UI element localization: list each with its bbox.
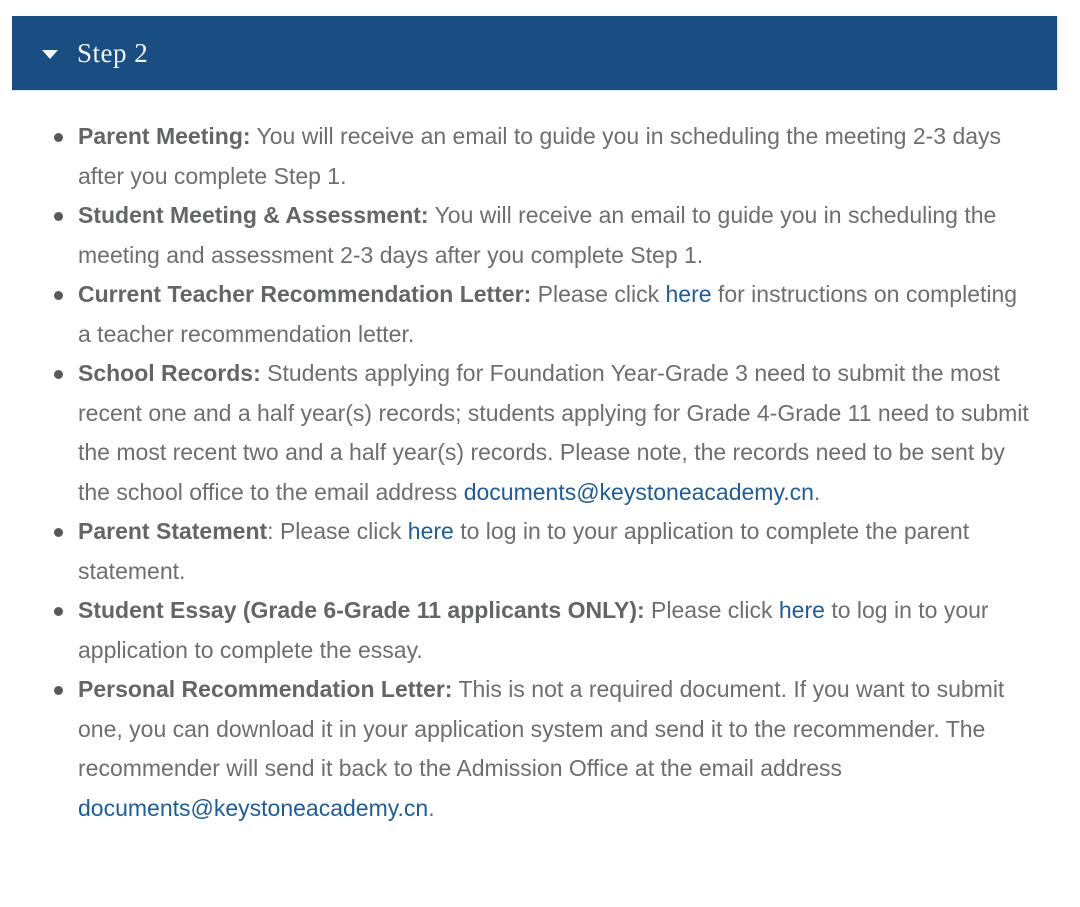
requirements-list <box>55 117 1032 828</box>
documents-email-link[interactable]: documents@keystoneacademy.cn <box>78 794 429 821</box>
list-item <box>55 275 1032 354</box>
list-item <box>55 196 1032 275</box>
item-label: Student Essay (Grade 6-Grade 11 applicants ONLY): <box>78 597 645 623</box>
item-text: to log in to your application to complete the essay. <box>78 597 989 663</box>
item-text: You will receive an email to guide you in scheduling the meeting and assessment 2-3 days after you complete Step 1. <box>78 202 997 268</box>
item-text: You will receive an email to guide you in scheduling the meeting 2-3 days after you complete Step 1. <box>78 123 1002 189</box>
item-text: . <box>813 478 821 505</box>
parent-statement-here-link[interactable]: here <box>407 518 454 544</box>
item-text: Please click <box>644 597 779 623</box>
item-label: Parent Meeting: <box>78 123 251 149</box>
list-item <box>55 354 1032 512</box>
item-label: Current Teacher Recommendation Letter: <box>78 281 532 307</box>
item-label: Student Meeting & Assessment: <box>78 202 429 228</box>
item-text: Please click <box>531 281 666 307</box>
item-label: School Records: <box>78 360 261 386</box>
item-text: to log in to your application to complete the parent statement. <box>78 518 970 584</box>
list-item <box>55 591 1032 670</box>
item-text: This is not a required document. If you want to submit one, you can download it in your application system and send it to the recommender. The recommender will send it back to the Admission Office at the email address <box>78 676 1005 781</box>
accordion-title: Step 2 <box>77 37 149 68</box>
item-label: Personal Recommendation Letter: <box>78 676 453 702</box>
triangle-down-icon <box>42 50 58 59</box>
list-item <box>55 512 1032 591</box>
teacher-recommendation-here-link[interactable]: here <box>665 281 712 307</box>
list-item <box>55 117 1032 196</box>
step-2-section <box>0 16 1080 907</box>
step-2-accordion-header[interactable] <box>12 16 1057 90</box>
item-text: for instructions on completing a teacher recommendation letter. <box>78 281 1018 347</box>
item-text: . <box>428 794 435 821</box>
student-essay-here-link[interactable]: here <box>778 597 825 623</box>
list-item <box>55 670 1032 828</box>
item-text: Students applying for Foundation Year-Grade 3 need to submit the most recent one and a half year(s) records; students applying for Grade 4-Grade 11 need to submit the most recent two and a half year(s) records. Please note, the records need to be sent by the school office to the email address <box>78 360 1029 505</box>
documents-email-link[interactable]: documents@keystoneacademy.cn <box>463 478 814 505</box>
item-label: Parent Statement <box>78 518 268 544</box>
item-text: : Please click <box>267 518 408 544</box>
